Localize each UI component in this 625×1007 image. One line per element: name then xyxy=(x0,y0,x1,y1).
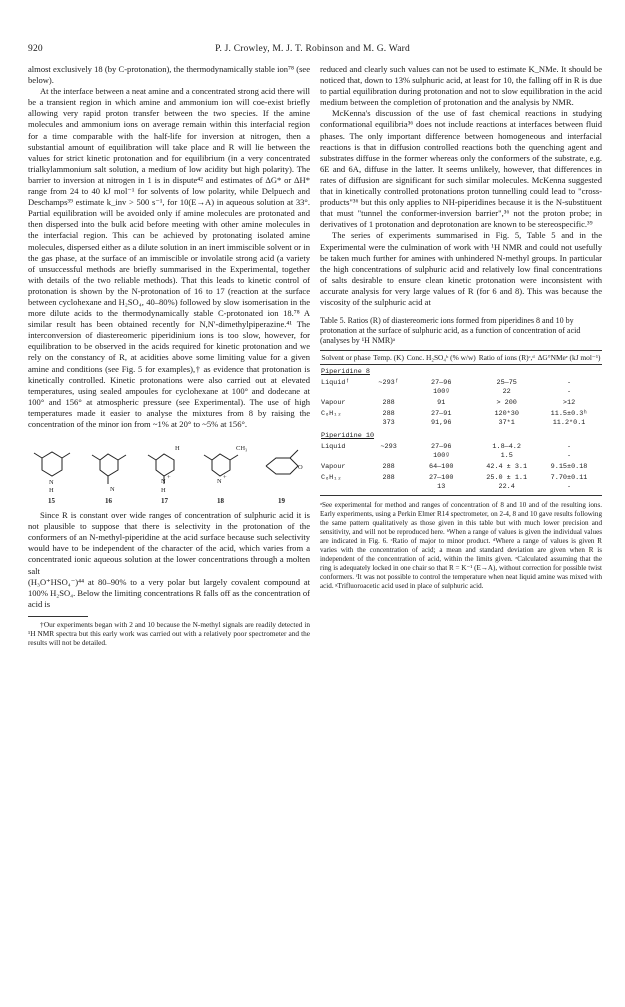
table-cell-ratio-line1: 1.8—4.2 xyxy=(492,443,521,452)
structure-15-n-atom: N xyxy=(49,479,54,487)
right-column xyxy=(320,64,602,591)
table-cell-temp: 288 xyxy=(372,473,405,496)
table-cell-conc-line2: 100ᵍ xyxy=(433,388,450,397)
table-cell-ratio: > 200 xyxy=(496,399,517,408)
table-cell-dg-line1: - xyxy=(566,443,572,452)
table-row xyxy=(320,378,602,398)
table-cell-dg xyxy=(536,409,602,429)
table-cell-ratio-line2: 22 xyxy=(502,388,511,397)
table-cell-dg-line1: 11.5±0.3ʰ xyxy=(550,410,588,419)
table-5 xyxy=(320,350,602,496)
page-number: 920 xyxy=(28,44,43,54)
table-cell-dg xyxy=(536,378,602,398)
table-cell-temp: 288 xyxy=(382,399,395,408)
table-cell-solvent: Vapour xyxy=(321,463,346,472)
structures-figure xyxy=(28,436,310,506)
table-header-temp: Temp. (K) xyxy=(372,351,405,365)
structure-18 xyxy=(204,454,238,476)
table-cell-dg: >12 xyxy=(562,399,576,408)
footnote: †Our experiments began with 2 and 10 because the N-methyl signals are readily detected in ¹H NMR spectra but this early work was carried out with a relatively poor spectrometer and the results will not be detailed. xyxy=(28,619,310,648)
structure-15 xyxy=(34,452,70,476)
table-cell-conc xyxy=(405,378,477,398)
table-cell-temp-line2: 373 xyxy=(382,419,395,428)
structure-17-h-bottom: H xyxy=(161,487,166,495)
table-cell-temp-line1: 288 xyxy=(382,410,395,419)
left-paragraph-2: At the interface between a neat amine and a concentrated strong acid there will be a transient region in which amine and ammonium ion will coe-exist briefly allowing very rapid proton transfer between the two species. If the amine molecules and ammonium ions on average remain within this interfacial region for a time comparable with the half-life for inversion at nitrogen, then a substantial amount of equilibration will take place and R will lie between the values for strict kinetic protonation and for equilibrium (in a very concentrated trialkylammonium salt solution, a medium of low acidity but high polarity). The barrier to inversion at nitrogen in 1 is in dispute⁴² and estimates of ΔG* or ΔH* range from 24 to 40 kJ mol⁻¹ for solvents of low polarity, while Delpuech and Deschamps³⁹ estimate k_inv > 500 s⁻¹, for 10(E→A) in aqueous solution at 33°. Partial equilibration will be avoided only if amine molecules are protonated and then dispersed into the bulk acid before meeting with other amine molecules in the interfacial region. This can be achieved by protonating isolated amine molecules, dispersed either as a dilute solution in an inert immiscible solvent or in the gas phase, at the surface of an immiscible or involatile strong acid (a variety of unsuccessful methods are briefly summarised in the Experimental, together with details of the two reliable methods). That this leads to kinetic control of protonation is shown by the N-protonation of 16 to 17 (reaction at the surface between cyclohexane and H₂SO₄, 40–80%) followed by slow isomerisation in the more dilute acids to the thermodynamically stable C-protonated ion 18.⁷⁸ A similar result has been obtained recently for N,N'-dimethylpiperazine.⁴¹ The interconversion of diastereomeric piperidinium ions is too slow, however, for equilibration to be observed in the acids required for kinetic protonation and we rely on the constancy of R, at acidities above some limiting value for a given amine and conditions (see Fig. 5 for examples),† as evidence that protonation is kinetically controlled. Kinetic protonations were also carried out at elevated temperatures, using sealed ampoules for cyclohexane at 100° and dodecane at 100° and 156° at atmospheric pressure (see Experimental). The use of high temperatures made it easier to analyse the mixtures from 8 by raising the concentration of the minor ion from ~1% at 20° to ~5% at 156°. xyxy=(28,86,310,429)
structure-16 xyxy=(92,454,126,484)
structure-18-plus-sign: + xyxy=(223,474,227,482)
table-cell-temp: ~293 xyxy=(380,443,397,452)
table-cell-conc-line2: 91,96 xyxy=(431,419,452,428)
table-row xyxy=(320,462,602,473)
structure-17-h-atom: H xyxy=(175,445,180,453)
table-cell-solvent: Liquid xyxy=(321,443,346,452)
left-paragraph-3: Since R is constant over wide ranges of concentration of sulphuric acid it is not plausible to suppose that there is selectivity in the protonation of the conformers of an N-methyl-piperidine at the acid surface because such selectivity would have to be independent of the character of the acid, which varies from a concentrated ionic aqueous solution at the lower concentrations through a molten salt xyxy=(28,510,310,576)
table-cell-ratio-line1: 25.0 ± 1.1 xyxy=(486,474,528,483)
table-cell-dg-line1: - xyxy=(566,379,572,388)
table-row xyxy=(320,442,602,462)
table-cell-solvent: Vapour xyxy=(321,399,346,408)
structure-17-plus-sign: + xyxy=(167,474,171,482)
table-cell-conc-line2: 13 xyxy=(437,483,446,492)
table-cell-dg-line1: 7.70±0.11 xyxy=(550,474,588,483)
table-cell-temp: 288 xyxy=(382,463,395,472)
table-cell-dg: 9.15±0.18 xyxy=(550,463,588,472)
table-cell-conc-line1: 27—96 xyxy=(431,443,452,452)
structure-label-17: 17 xyxy=(161,497,168,506)
table-row xyxy=(320,398,602,409)
table-cell-ratio: 42.4 ± 3.1 xyxy=(486,463,528,472)
structure-17-n-atom: N xyxy=(161,478,166,486)
structure-label-16: 16 xyxy=(105,497,112,506)
table-header-dg: ΔG°NMeᵉ (kJ mol⁻¹) xyxy=(536,351,602,365)
structure-15-h-atom: H xyxy=(49,487,54,495)
table-cell-temp: ~293ᶠ xyxy=(378,379,399,388)
table-cell-conc xyxy=(405,409,477,429)
table-group-row xyxy=(320,429,602,442)
table-cell-ratio xyxy=(477,378,536,398)
table-cell-conc: 64—100 xyxy=(429,463,454,472)
structure-label-18: 18 xyxy=(217,497,224,506)
footnote-rule xyxy=(28,616,88,617)
structure-18-n-atom: N xyxy=(217,478,222,486)
chemical-structures xyxy=(28,436,310,506)
table-cell-dg-line2: - xyxy=(566,483,572,492)
table-group-label: Piperidine 10 xyxy=(321,432,375,441)
left-paragraph-4: (H₃O⁺HSO₄⁻)⁴⁴ at 80–90% to a very polar but largely covalent compound at 100% H₂SO₄. Below the limiting concentrations R falls off as the concentration of acid is xyxy=(28,576,310,609)
page-header xyxy=(28,44,597,58)
table-cell-solvent: Liquidᶠ xyxy=(321,379,350,388)
table-group-label: Piperidine 8 xyxy=(321,368,370,377)
table-cell-conc-line1: 27—91 xyxy=(431,410,452,419)
table-cell-ratio-line1: 25—75 xyxy=(496,379,517,388)
table-cell-ratio xyxy=(477,409,536,429)
table-cell-conc-line1: 27—100 xyxy=(429,474,454,483)
table-cell-dg xyxy=(536,442,602,462)
right-paragraph-2: McKenna's discussion of the use of fast chemical reactions in studying conformational equilibria³⁶ does not include reactions at interfaces between fluid phases. The only important difference between homogeneous and interfacial reactions is that in diffusion controlled reactions both the quenching agent and substrates diffuse in the former whereas only the conformers of the substrate, e.g. 6E and 6A, diffuse in the latter. It seems unlikely, however, that differences in rates of diffusion are significant for such similar molecules. McKenna suggested that in kinetically controlled protonations proton tunnelling could lead to "cross-products"³⁶ but this only applies to NH-piperidines because it is the N-substituent that must "tunnel the conformer-inversion barrier",³⁶ not the proton probe; in derivatives of 1 protonation and deprotonation are known to be stereospecific.³⁹ xyxy=(320,108,602,230)
table-cell-dg-line2: 11.2*0.1 xyxy=(552,419,586,428)
table-cell-ratio-line1: 120*30 xyxy=(494,410,519,419)
table-cell-ratio-line2: 37*1 xyxy=(498,419,515,428)
table-5-title: Table 5. Ratios (R) of diastereomeric ions formed from piperidines 8 and 10 by protonation at the surface of sulphuric acid, as a function of concentration of acid (analyses by ¹H NMR)ᵃ xyxy=(320,316,581,346)
table-cell-conc: 91 xyxy=(437,399,446,408)
table-header-row xyxy=(320,351,602,365)
left-column xyxy=(28,64,310,648)
table-cell-conc xyxy=(405,473,477,496)
structure-label-15: 15 xyxy=(48,497,55,506)
table-cell-conc-line2: 100ᵍ xyxy=(433,452,450,461)
structure-label-19: 19 xyxy=(278,497,285,506)
structure-19 xyxy=(266,450,298,474)
structure-19-o-atom: O xyxy=(298,464,303,472)
running-title: P. J. Crowley, M. J. T. Robinson and M. G. Ward xyxy=(215,44,410,54)
table-cell-ratio xyxy=(477,473,536,496)
table-header-solvent: Solvent or phase xyxy=(320,351,372,365)
table-group-row xyxy=(320,365,602,379)
table-cell-dg xyxy=(536,473,602,496)
table-cell-ratio-line2: 22.4 xyxy=(498,483,515,492)
right-paragraph-3: The series of experiments summarised in Fig. 5, Table 5 and in the Experimental were the culmination of work with ¹H NMR and could not usefully be taken much further for amines with unhindered N-methyl groups. In particular the high concentrations of sulphuric acid and relatively low final concentrations of salts desirable to ensure clean kinetic protonation were inconsistent with accurate analysis for very large values of R (for 6 and 8). This was because the viscosity of the sulphuric acid at xyxy=(320,230,602,307)
table-cell-dg-line2: - xyxy=(566,452,572,461)
table-row xyxy=(320,473,602,496)
table-cell-conc-line1: 27—96 xyxy=(431,379,452,388)
table-cell-conc xyxy=(405,442,477,462)
table-cell-solvent: C₆H₁₂ xyxy=(321,410,342,419)
table-cell-temp xyxy=(372,409,405,429)
table-cell-ratio xyxy=(477,442,536,462)
structure-18-ch3: CH₃ xyxy=(236,445,248,453)
table-row xyxy=(320,409,602,429)
table-header-ratio: Ratio of ions (R)ᶜ,ᵈ xyxy=(477,351,536,365)
left-paragraph-1: almost exclusively 18 (by C-protonation), the thermodynamically stable ion⁷⁸ (see below). xyxy=(28,64,310,86)
structure-16-n-atom: N xyxy=(110,486,115,494)
table-cell-ratio-line2: 1.5 xyxy=(500,452,513,461)
table-5-notes: ᵃSee experimental for method and ranges of concentration of 8 and 10 and of the resulting ions. Early experiments, using a Perkin Elmer R14 spectrometer, on 2-4, 8 and 10 gave results following the same pattern qualitatively as those given in this table but with much lower precision and sensitivity, and will not be reproduced here. ᵇWhen a range of values is given the individual values are indicated in Fig. 6. ᶜRatio of major to minor product. ᵈWhere a range of values is given R varies with the concentration of acid; a mean and standard deviation are given when R is independent of the concentration of acid, within the limits given. ᵉCalculated assuming that the ring is adequately locked in one chair so that R = K⁻¹ (E→A), without correction for possible twist conformers. ᶠIt was not possible to control the temperature when neat liquid amine was mixed with acid. ᵍTrifluoroacetic acid used in place of sulphuric acid. xyxy=(320,501,602,591)
table-cell-solvent: C₆H₁₂ xyxy=(320,473,372,496)
right-paragraph-1: reduced and clearly such values can not be used to estimate K_NMe. It should be noticed that, down to 13% sulphuric acid, at least for 10, the falling off in R is due to partial equilibration during protonation and not to slow equilibration in the acid medium between the completion of protonation and the analysis by NMR. xyxy=(320,64,602,108)
table-cell-dg-line2: - xyxy=(566,388,572,397)
table-header-conc: Conc. H₂SO₄ᵇ (% w/w) xyxy=(405,351,477,365)
